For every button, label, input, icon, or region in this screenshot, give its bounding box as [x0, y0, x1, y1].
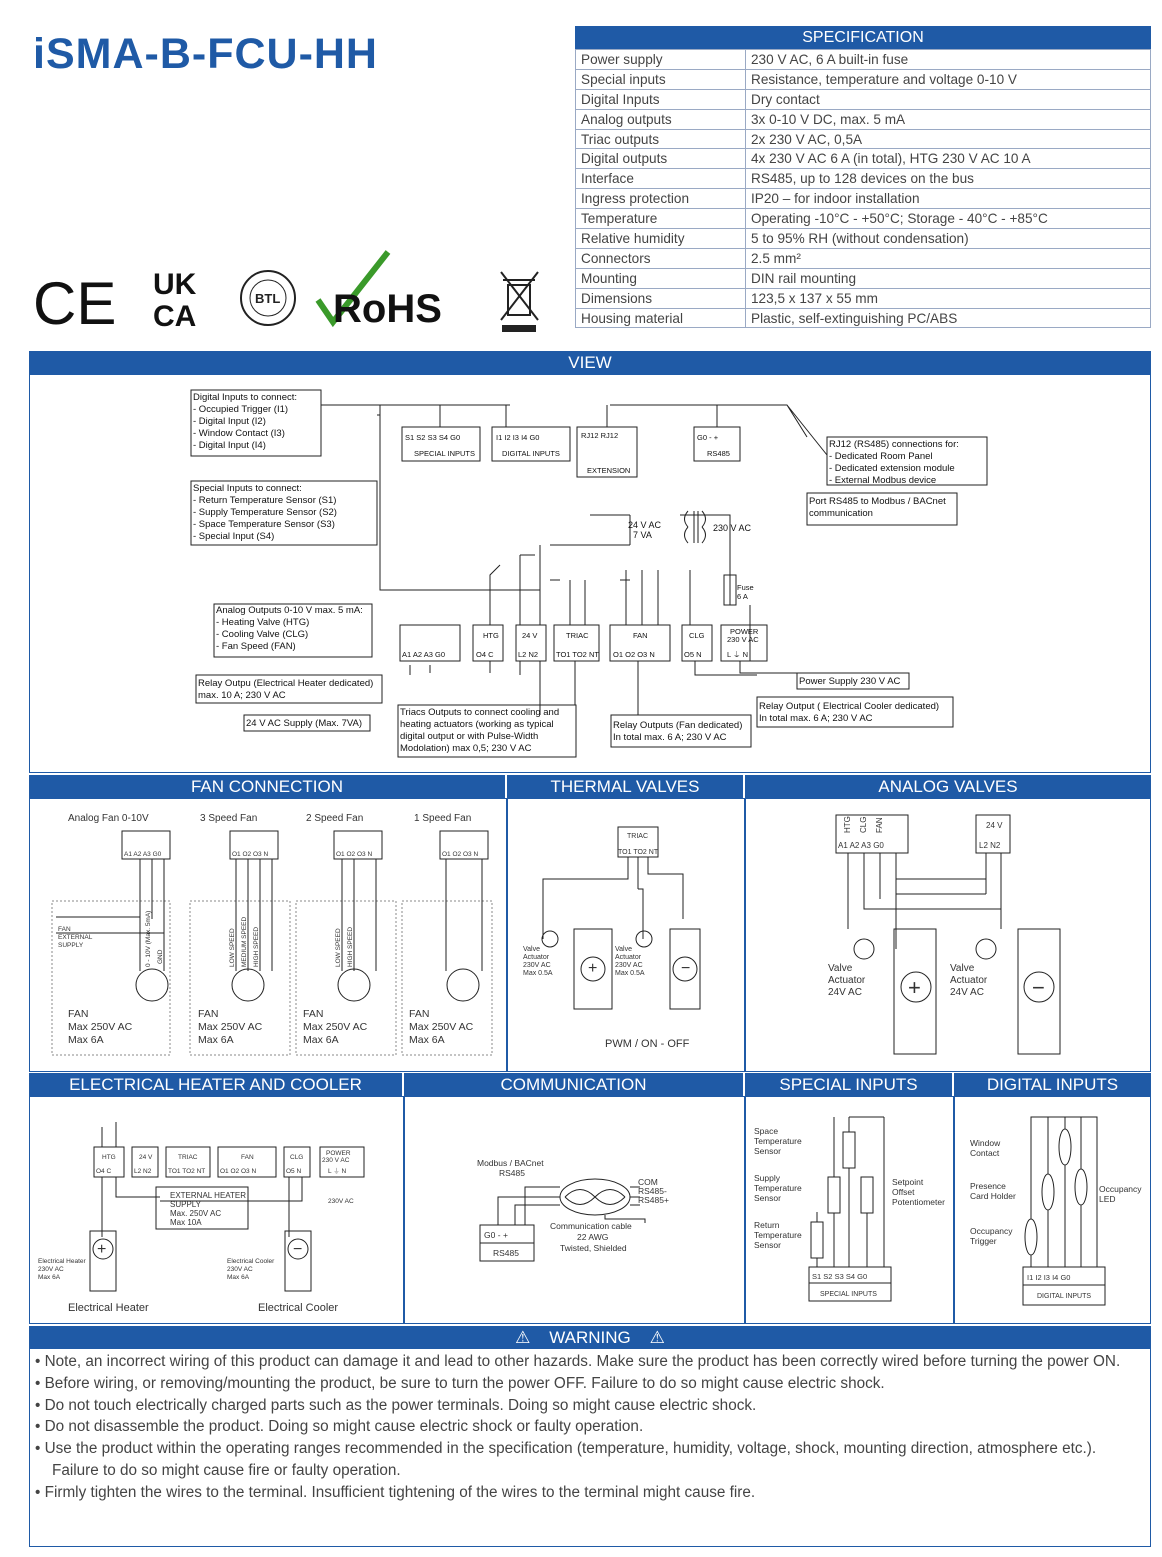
section-communication: COMMUNICATION: [404, 1073, 743, 1096]
fan-panel: [29, 798, 507, 1072]
warning-title: WARNING: [549, 1328, 631, 1347]
warning-item: • Use the product within the operating ranges recommended in the specification (temperature, humidity, voltage, shock, mounting direction, atmosphere etc.).: [35, 1440, 1097, 1458]
view-relay-clg: Relay Output ( Electrical Cooler dedicated) In total max. 6 A; 230 V AC: [759, 701, 940, 724]
spec-row: [576, 169, 1151, 189]
spec-value: Plastic, self-extinguishing PC/ABS: [746, 308, 1151, 328]
view-bot-triac: TO1 TO2 NT: [556, 650, 599, 659]
fan-wire-low3: LOW SPEED: [229, 928, 236, 967]
view-si-label: SPECIAL INPUTS: [414, 449, 475, 458]
view-lbl-clg: CLG: [689, 631, 705, 640]
di-occupancy: Occupancy Trigger: [970, 1226, 1013, 1246]
comm-terms: G0 - +: [484, 1230, 508, 1240]
warning-item: • Firmly tighten the wires to the terminal. Insufficient tightening of the wires to the terminal might cause fire.: [35, 1483, 756, 1501]
weee-bin-icon: [501, 272, 538, 331]
view-power-box: Power Supply 230 V AC: [799, 676, 901, 687]
av-ao-fan: FAN: [875, 817, 884, 833]
view-di-label: DIGITAL INPUTS: [502, 449, 560, 458]
warning-list: [29, 1349, 1151, 1547]
fan-rating-2: FAN Max 250V AC Max 6A: [198, 1008, 263, 1046]
spec-value: Dry contact: [746, 89, 1151, 109]
thermal-valve-1: Valve Actuator 230V AC Max 0.5A: [523, 946, 553, 977]
warning-item: • Before wiring, or removing/mounting the product, be sure to turn the power OFF. Failure to do so might cause electric shock.: [35, 1374, 885, 1392]
fan-rating-3: FAN Max 250V AC Max 6A: [303, 1008, 368, 1046]
thermal-caption: PWM / ON - OFF: [605, 1038, 690, 1050]
thermal-triac: TRIAC: [627, 833, 648, 840]
h-clg: CLG: [290, 1154, 304, 1161]
btl-logo: BTL: [255, 291, 281, 306]
view-panel: [29, 374, 1151, 773]
spec-value: 3x 0-10 V DC, max. 5 mA: [746, 109, 1151, 129]
view-bot-htg: O4 C: [476, 650, 494, 659]
fan-wire-low2: LOW SPEED: [335, 928, 342, 967]
si-setpoint: Setpoint Offset Potentiometer: [892, 1177, 945, 1207]
di-label: DIGITAL INPUTS: [1037, 1293, 1092, 1300]
view-bot-pw: L ⏚ N: [727, 650, 749, 659]
view-transformer-right: 230 V AC: [713, 523, 752, 533]
view-rj12-box: RJ12 (RS485) connections for: - Dedicated Room Panel - Dedicated extension module - External Modbus device: [829, 439, 959, 486]
warning-icon-right: ⚠: [649, 1328, 665, 1347]
fan-wire-high3: HIGH SPEED: [253, 926, 260, 967]
av-24v: 24 V: [986, 821, 1003, 830]
h-htg-terms: O4 C: [96, 1168, 112, 1175]
analog-valves-panel: [745, 798, 1151, 1072]
fan-term-analog: A1 A2 A3 G0: [124, 851, 162, 858]
view-lbl-htg: HTG: [483, 631, 499, 640]
av-ao-htg: HTG: [843, 816, 852, 833]
view-ao-box: Analog Outputs 0-10 V max. 5 mA: - Heating Valve (HTG) - Cooling Valve (CLG) - Fan Speed (FAN): [216, 605, 363, 652]
spec-row: [576, 189, 1151, 209]
spec-label: Ingress protection: [576, 189, 746, 209]
ukca-logo-bottom: CA: [153, 300, 197, 333]
heater-panel: [29, 1096, 404, 1324]
spec-row: [576, 69, 1151, 89]
h-clg-terms: O5 N: [286, 1168, 302, 1175]
spec-label: Interface: [576, 169, 746, 189]
comm-rs485: RS485: [493, 1248, 519, 1258]
spec-row: [576, 248, 1151, 268]
thermal-valve-2: Valve Actuator 230V AC Max 0.5A: [615, 946, 645, 977]
si-return: Return Temperature Sensor: [754, 1220, 802, 1250]
view-bot-fan: O1 O2 O3 N: [613, 650, 655, 659]
spec-value: 2x 230 V AC, 0,5A: [746, 129, 1151, 149]
spec-heading: SPECIFICATION: [576, 27, 1151, 50]
spec-row: [576, 109, 1151, 129]
spec-value: DIN rail mounting: [746, 268, 1151, 288]
thermal-plus-icon: +: [588, 960, 598, 977]
view-extension-label: EXTENSION: [587, 466, 631, 475]
h-ext: EXTERNAL HEATER SUPPLY Max. 250V AC Max 10A: [170, 1191, 247, 1227]
warning-icon-left: ⚠: [515, 1328, 531, 1347]
di-window: Window Contact: [970, 1138, 1001, 1158]
comm-modbus: Modbus / BACnet RS485: [477, 1158, 544, 1178]
spec-row: [576, 288, 1151, 308]
fan-external-supply: FAN EXTERNAL SUPPLY: [58, 926, 93, 949]
certification-logos: [33, 250, 553, 335]
view-top-rj: RJ12 RJ12: [581, 431, 619, 440]
h-power: POWER 230 V AC: [322, 1150, 351, 1164]
view-bot-24: L2 N2: [518, 650, 539, 659]
spec-label: Mounting: [576, 268, 746, 288]
spec-value: 2.5 mm²: [746, 248, 1151, 268]
fan-title-analog: Analog Fan 0-10V: [68, 813, 149, 824]
spec-value: 230 V AC, 6 A built-in fuse: [746, 50, 1151, 70]
section-special-inputs: SPECIAL INPUTS: [745, 1073, 952, 1096]
spec-label: Dimensions: [576, 288, 746, 308]
view-fuse: Fuse 6 A: [737, 583, 754, 601]
warning-item: Failure to do so might cause fire or faulty operation.: [35, 1461, 401, 1479]
fan-wire-high2: HIGH SPEED: [347, 926, 354, 967]
warning-item: • Do not disassemble the product. Doing so might cause electric shock or faulty operation.: [35, 1418, 644, 1436]
av-valve-1: Valve Actuator 24V AC: [828, 963, 866, 998]
comm-com: COM RS485-RS485+: [638, 1177, 669, 1205]
section-digital-inputs: DIGITAL INPUTS: [954, 1073, 1151, 1096]
spec-row: [576, 89, 1151, 109]
h-heater-label: Electrical Heater: [68, 1302, 149, 1314]
ce-logo: CE: [33, 270, 117, 335]
h-24-terms: L2 N2: [134, 1168, 152, 1175]
specification-table: [575, 26, 1151, 328]
warning-item: • Do not touch electrically charged parts such as the power terminals. Doing so might cause electric shock.: [35, 1396, 757, 1414]
spec-label: Special inputs: [576, 69, 746, 89]
si-space: Space Temperature Sensor: [754, 1126, 802, 1156]
view-top-si: S1 S2 S3 S4 G0: [405, 433, 461, 442]
spec-value: 123,5 x 137 x 55 mm: [746, 288, 1151, 308]
spec-row: [576, 149, 1151, 169]
view-lbl-power: POWER 230 V AC: [727, 627, 759, 644]
spec-value: Resistance, temperature and voltage 0-10 V: [746, 69, 1151, 89]
view-rs485-box: Port RS485 to Modbus / BACnet communication: [809, 496, 946, 519]
fan-wire-med3: MEDIUM SPEED: [241, 916, 248, 967]
view-rs485-label: RS485: [707, 449, 730, 458]
spec-row: [576, 229, 1151, 249]
comm-panel: [404, 1096, 745, 1324]
spec-row: [576, 50, 1151, 70]
fan-title-2speed: 2 Speed Fan: [306, 813, 364, 824]
spec-label: Triac outputs: [576, 129, 746, 149]
view-supply24: 24 V AC Supply (Max. 7VA): [246, 718, 362, 729]
thermal-terms: TO1 TO2 NT: [618, 849, 659, 856]
av-ao-terms: A1 A2 A3 G0: [838, 841, 884, 850]
spec-row: [576, 268, 1151, 288]
h-24: 24 V: [139, 1154, 153, 1161]
h-fan: FAN: [241, 1154, 254, 1161]
thermal-panel: [507, 798, 745, 1072]
view-di-box: Digital Inputs to connect: - Occupied Trigger (I1) - Digital Input (I2) - Window Contact (I3) - Digital Input (I4): [193, 392, 298, 451]
h-230v: 230V AC: [328, 1198, 354, 1205]
fan-title-3speed: 3 Speed Fan: [200, 813, 258, 824]
view-si-box: Special Inputs to connect: - Return Temperature Sensor (S1) - Supply Temperature Sensor (S2) - Space Temperature Sensor (S3) - Special Input (S4): [193, 483, 337, 542]
view-lbl-triac: TRIAC: [566, 631, 589, 640]
view-bot-ao: A1 A2 A3 G0: [402, 650, 446, 659]
view-transformer-left: 24 V AC 7 VA: [628, 520, 662, 540]
section-analog-valves: ANALOG VALVES: [745, 775, 1151, 798]
ukca-logo-top: UK: [153, 268, 197, 301]
h-cooler-small: Electrical Cooler 230V AC Max 6A: [227, 1258, 275, 1281]
spec-label: Housing material: [576, 308, 746, 328]
view-relay-htg: Relay Outpu (Electrical Heater dedicated) max. 10 A; 230 V AC: [198, 678, 374, 701]
av-ao-clg: CLG: [859, 816, 868, 833]
fan-title-1speed: 1 Speed Fan: [414, 813, 472, 824]
spec-value: 4x 230 V AC 6 A (in total), HTG 230 V AC 10 A: [746, 149, 1151, 169]
view-lbl-24: 24 V: [522, 631, 538, 640]
spec-value: Operating -10°C - +50°C; Storage - 40°C - +85°C: [746, 209, 1151, 229]
spec-label: Power supply: [576, 50, 746, 70]
fan-term-1speed: O1 O2 O3 N: [442, 851, 479, 858]
special-panel: [745, 1096, 954, 1324]
di-presence: Presence Card Holder: [970, 1181, 1016, 1201]
section-heater-cooler: ELECTRICAL HEATER AND COOLER: [29, 1073, 402, 1096]
view-relay-fan: Relay Outputs (Fan dedicated) In total max. 6 A; 230 V AC: [613, 720, 743, 743]
fan-rating-4: FAN Max 250V AC Max 6A: [409, 1008, 474, 1046]
fan-wire-gnd: GND: [157, 949, 164, 964]
spec-row: [576, 129, 1151, 149]
digital-panel: [954, 1096, 1151, 1324]
section-thermal-valves: THERMAL VALVES: [507, 775, 743, 798]
si-label: SPECIAL INPUTS: [820, 1291, 877, 1298]
di-led: Occupancy LED: [1099, 1184, 1142, 1204]
view-top-rs: G0 - +: [697, 433, 719, 442]
si-terms: S1 S2 S3 S4 G0: [812, 1272, 868, 1281]
section-view: VIEW: [29, 351, 1151, 374]
rohs-logo: RoHS: [333, 287, 442, 331]
h-htg: HTG: [102, 1154, 116, 1161]
comm-cable: Communication cable 22 AWG Twisted, Shielded: [550, 1221, 632, 1253]
h-triac: TRIAC: [178, 1154, 198, 1161]
av-minus-icon: −: [1032, 975, 1045, 1000]
fan-rating-1: FAN Max 250V AC Max 6A: [68, 1008, 133, 1046]
spec-label: Relative humidity: [576, 229, 746, 249]
spec-value: IP20 – for indoor installation: [746, 189, 1151, 209]
h-cooler-label: Electrical Cooler: [258, 1302, 339, 1314]
view-triac-box: Triacs Outputs to connect cooling and heating actuators (working as typical digital output or with Pulse-Width Modolation) max 0,5; 230 V AC: [400, 707, 560, 754]
h-triac-terms: TO1 TO2 NT: [168, 1168, 206, 1175]
spec-row: [576, 308, 1151, 328]
h-heater-small: Electrical Heater 230V AC Max 6A: [38, 1258, 86, 1281]
view-top-di: I1 I2 I3 I4 G0: [496, 433, 540, 442]
fan-wire-analog: 0 - 10V (Max. 5mA): [145, 910, 152, 967]
spec-label: Connectors: [576, 248, 746, 268]
spec-value: 5 to 95% RH (without condensation): [746, 229, 1151, 249]
fan-term-2speed: O1 O2 O3 N: [336, 851, 373, 858]
spec-label: Temperature: [576, 209, 746, 229]
product-title: iSMA-B-FCU-HH: [33, 30, 378, 78]
spec-value: RS485, up to 128 devices on the bus: [746, 169, 1151, 189]
si-supply: Supply Temperature Sensor: [754, 1173, 802, 1203]
h-minus-icon: −: [293, 1241, 303, 1258]
thermal-minus-icon: −: [681, 960, 691, 977]
spec-label: Analog outputs: [576, 109, 746, 129]
av-valve-2: Valve Actuator 24V AC: [950, 963, 988, 998]
spec-row: [576, 209, 1151, 229]
view-lbl-fan: FAN: [633, 631, 648, 640]
av-plus-icon: +: [908, 975, 921, 1000]
h-fan-terms: O1 O2 O3 N: [220, 1168, 257, 1175]
warning-item: • Note, an incorrect wiring of this product can damage it and lead to other hazards. Make sure the product has been correctly wired before turning the power ON.: [35, 1353, 1121, 1370]
h-power-terms: L ⏚ N: [328, 1168, 347, 1175]
spec-label: Digital outputs: [576, 149, 746, 169]
section-fan-connection: FAN CONNECTION: [29, 775, 505, 798]
view-bot-clg: O5 N: [684, 650, 702, 659]
di-terms: I1 I2 I3 I4 G0: [1027, 1273, 1071, 1282]
section-warning: [29, 1326, 1151, 1349]
av-24v-terms: L2 N2: [979, 841, 1001, 850]
spec-label: Digital Inputs: [576, 89, 746, 109]
h-plus-icon: +: [97, 1241, 107, 1258]
fan-term-3speed: O1 O2 O3 N: [232, 851, 269, 858]
